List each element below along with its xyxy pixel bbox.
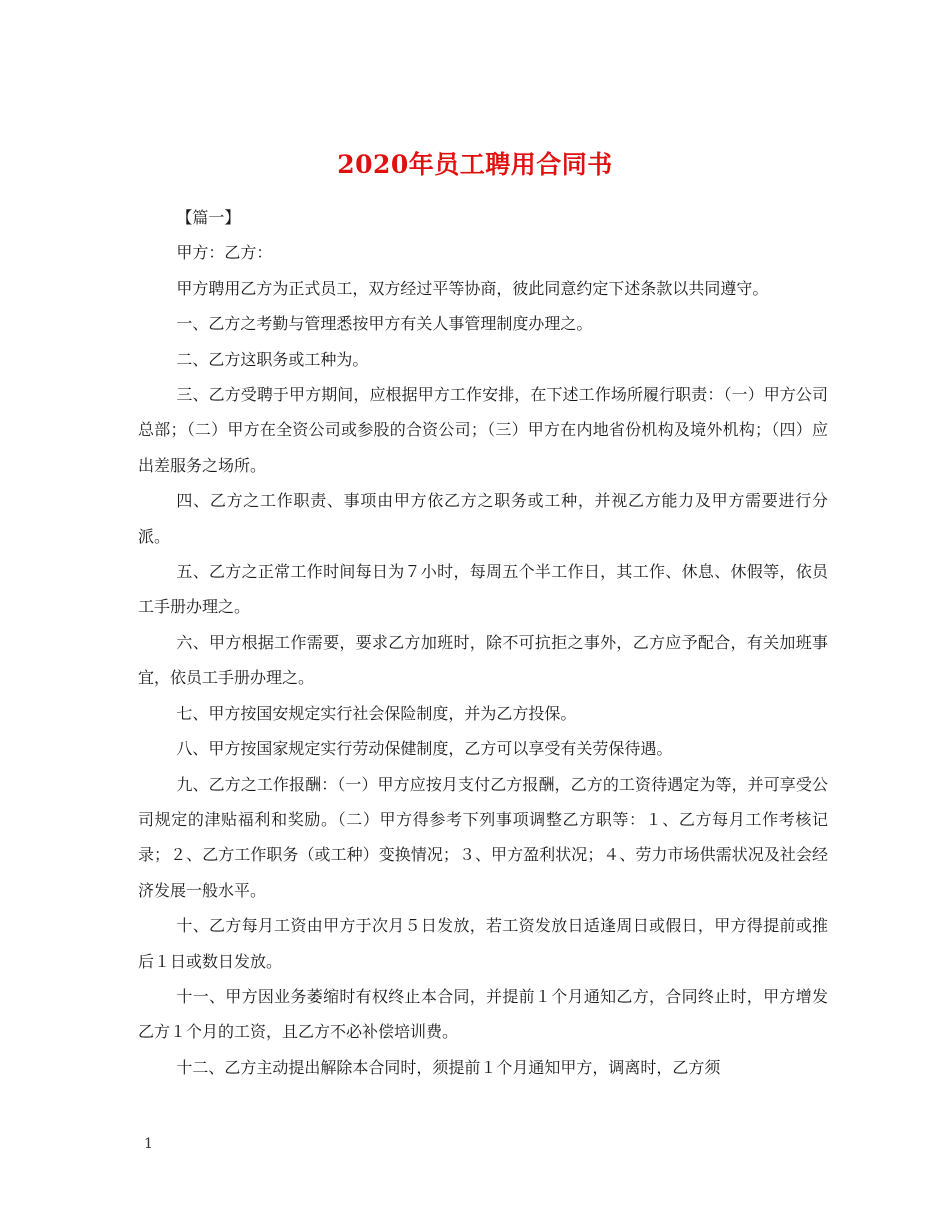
document-body [138, 200, 828, 1085]
clause-4: 四、乙方之工作职责、事项由甲方依乙方之职务或工种，并视乙方能力及甲方需要进行分派。 [138, 491, 828, 546]
document-title: 2020年员工聘用合同书 [337, 149, 613, 179]
page-number: 1 [144, 1136, 153, 1152]
clause-1: 一、乙方之考勤与管理悉按甲方有关人事管理制度办理之。 [176, 314, 593, 334]
clause-10: 十、乙方每月工资由甲方于次月５日发放，若工资发放日适逢周日或假日，甲方得提前或推后１日或数日发放。 [138, 916, 828, 971]
clause-2: 二、乙方这职务或工种为。 [176, 349, 369, 369]
clause-11: 十一、甲方因业务萎缩时有权终止本合同，并提前１个月通知乙方，合同终止时，甲方增发乙方１个月的工资，且乙方不必补偿培训费。 [138, 986, 828, 1042]
party-line: 甲方：乙方： [176, 243, 273, 263]
section-heading: 【篇一】 [176, 208, 241, 227]
clause-3: 三、乙方受聘于甲方期间，应根据甲方工作安排，在下述工作场所履行职责：（一）甲方公司总部；（二）甲方在全资公司或参股的合资公司；（三）甲方在内地省份机构及境外机构；（四）应出差服务之场所。 [138, 385, 828, 475]
clause-8: 八、甲方按国家规定实行劳动保健制度，乙方可以享受有关劳保待遇。 [176, 739, 673, 759]
clause-5: 五、乙方之正常工作时间每日为７小时，每周五个半工作日，其工作、休息、休假等，依员工手册办理之。 [138, 562, 828, 617]
clause-12: 十二、乙方主动提出解除本合同时，须提前１个月通知甲方，调离时，乙方须 [176, 1057, 721, 1077]
paragraph-intro: 甲方聘用乙方为正式员工，双方经过平等协商，彼此同意约定下述条款以共同遵守。 [176, 278, 769, 298]
clause-9: 九、乙方之工作报酬：（一）甲方应按月支付乙方报酬，乙方的工资待遇定为等，并可享受公司规定的津贴福利和奖励。（二）甲方得参考下列事项调整乙方职等：１、乙方每月工作考核记录；２、乙方工作职务（或工种）变换情况；３、甲方盈利状况；４、劳力市场供需状况及社会经济发展一般水平。 [138, 774, 828, 900]
clause-6: 六、甲方根据工作需要，要求乙方加班时，除不可抗拒之事外，乙方应予配合，有关加班事宜，依员工手册办理之。 [138, 632, 828, 688]
clause-7: 七、甲方按国安规定实行社会保险制度，并为乙方投保。 [176, 703, 577, 723]
